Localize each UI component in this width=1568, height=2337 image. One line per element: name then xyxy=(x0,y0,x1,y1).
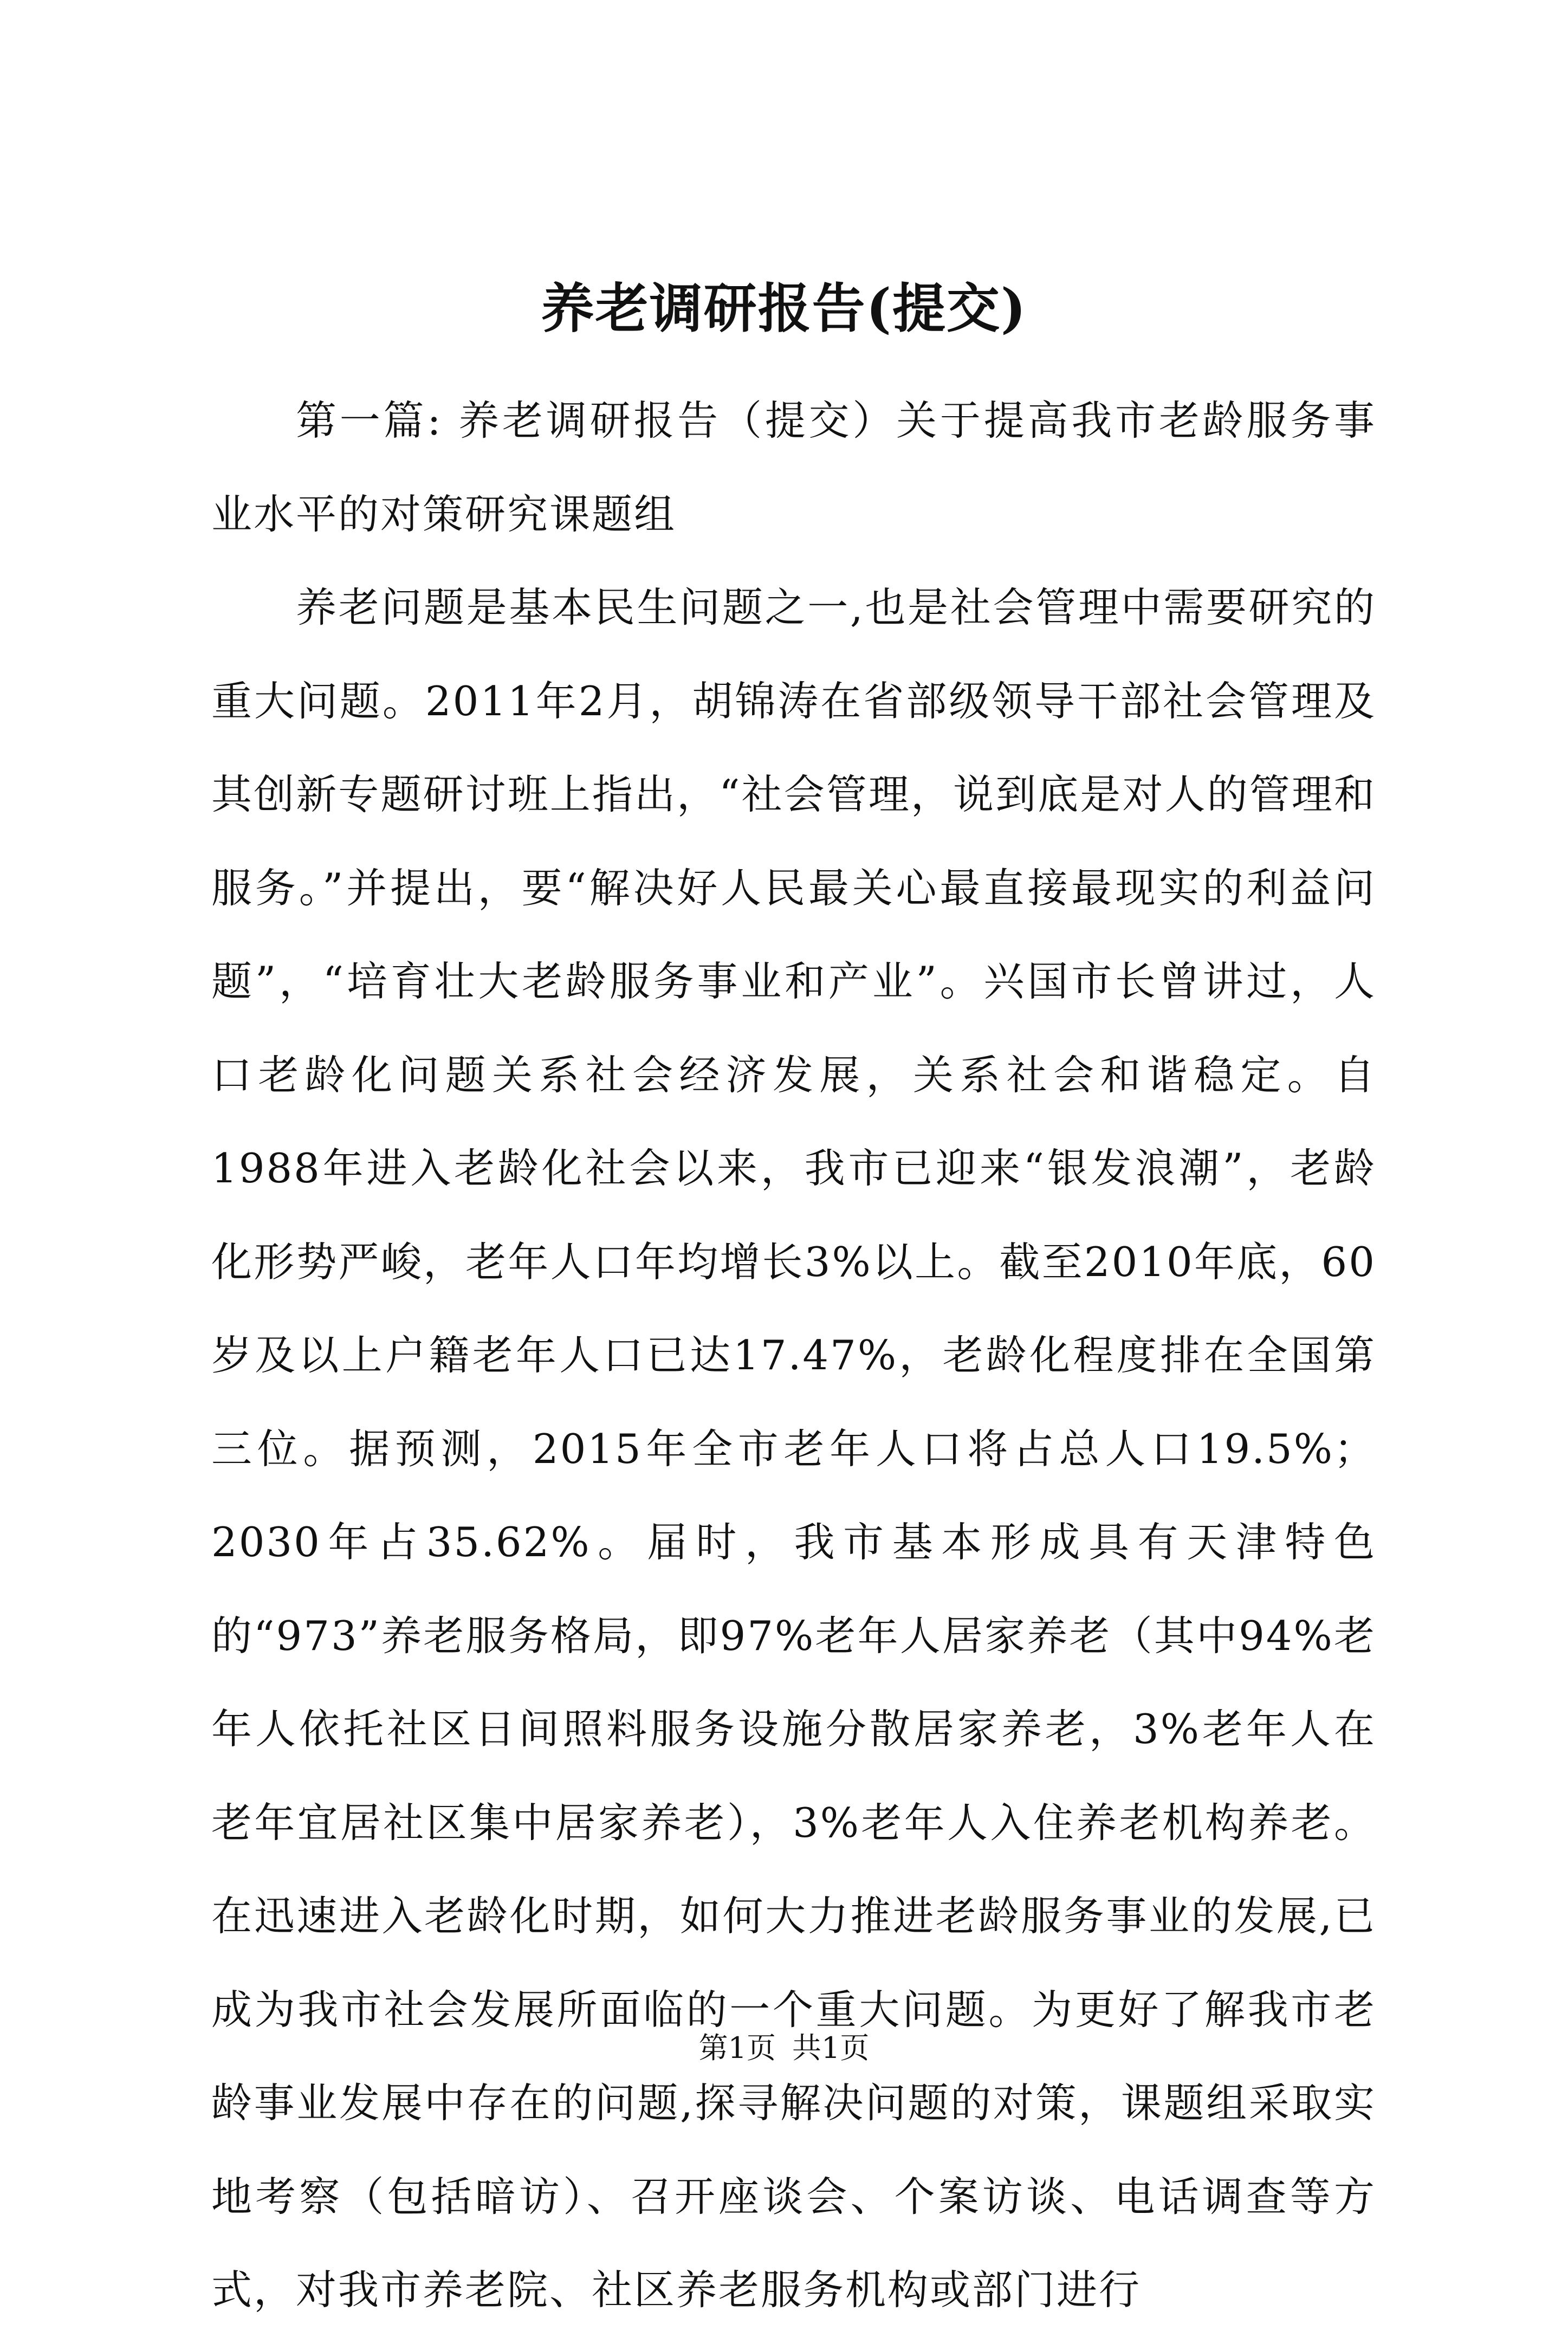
page-number: 第1页 xyxy=(698,2031,776,2065)
paragraph-body: 养老问题是基本民生问题之一,也是社会管理中需要研究的重大问题。2011年2月，胡锦涛在省部级领导干部社会管理及其创新专题研讨班上指出，“社会管理，说到底是对人的管理和服务。”并提出，要“解决好人民最关心最直接最现实的利益问题”，“培育壮大老龄服务事业和产业”。兴国市长曾讲过，人口老龄化问题关系社会经济发展，关系社会和谐稳定。自1988年进入老龄化社会以来，我市已迎来“银发浪潮”，老龄化形势严峻，老年人口年均增长3%以上。截至2010年底，60岁及以上户籍老年人口已达17.47%，老龄化程度排在全国第三位。据预测，2015年全市老年人口将占总人口19.5%；2030年占35.62%。届时，我市基本形成具有天津特色的“973”养老服务格局，即97%老年人居家养老（其中94%老年人依托社区日间照料服务设施分散居家养老，3%老年人在老年宜居社区集中居家养老），3%老年人入住养老机构养老。在迅速进入老龄化时期，如何大力推进老龄服务事业的发展,已成为我市社会发展所面临的一个重大问题。为更好了解我市老龄事业发展中存在的问题,探寻解决问题的对策，课题组采取实地考察（包括暗访）、召开座谈会、个案访谈、电话调查等方式，对我市养老院、社区养老服务机构或部门进行 xyxy=(211,584,1376,2314)
page-footer xyxy=(0,2029,1568,2067)
paragraph-heading: 第一篇: 养老调研报告（提交）关于提高我市老龄服务事业水平的对策研究课题组 xyxy=(211,397,1376,538)
page-total: 共1页 xyxy=(792,2031,870,2065)
document-title: 养老调研报告(提交) xyxy=(541,277,1027,340)
